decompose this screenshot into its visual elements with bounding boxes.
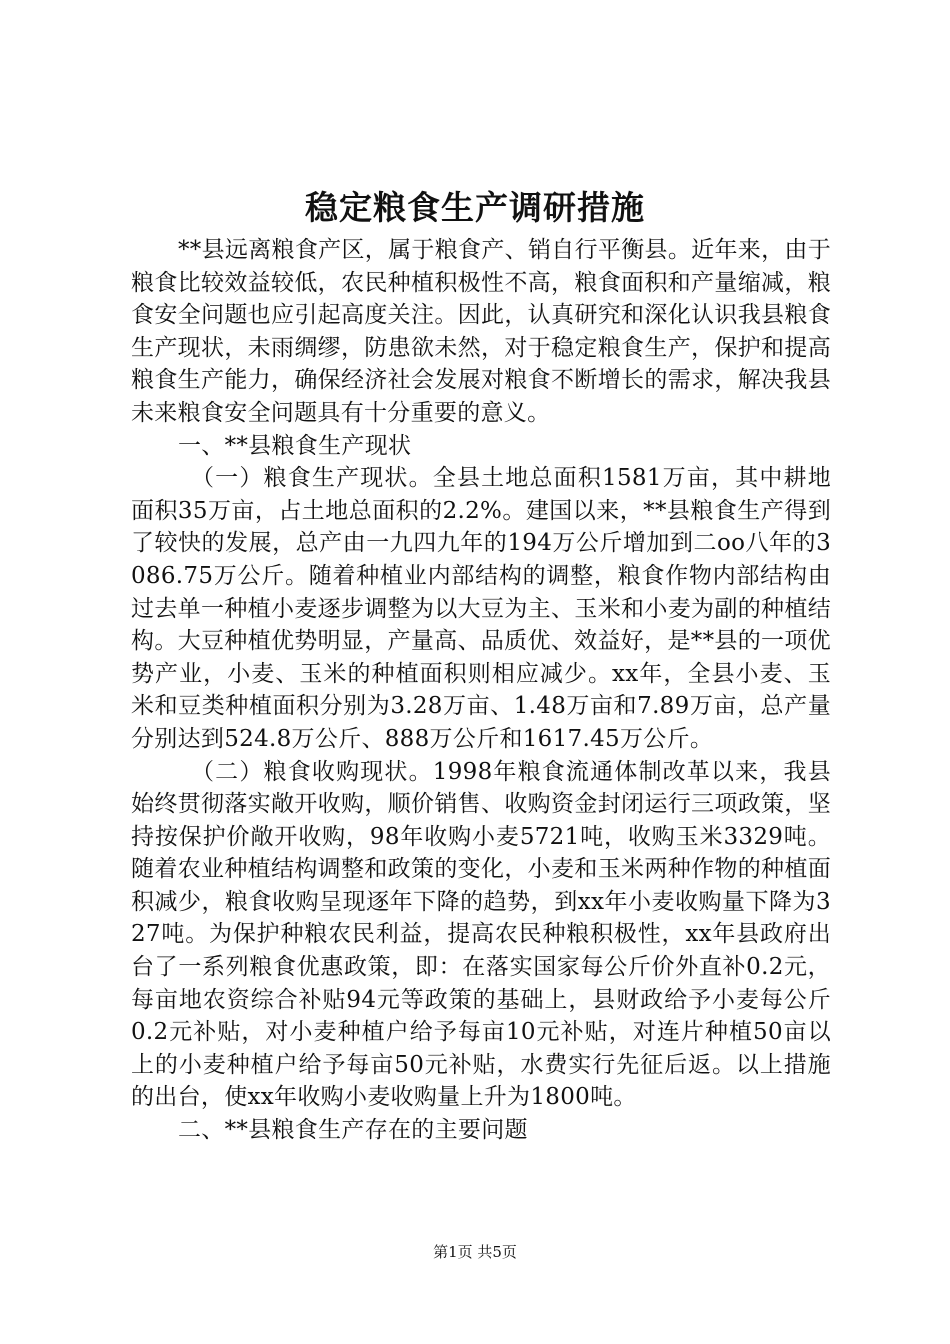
section-heading-2: 二、**县粮食生产存在的主要问题: [178, 1117, 528, 1144]
subsection-paragraph-2: （二）粮食收购现状。1998年粮食流通体制改革以来，我县始终贯彻落实敞开收购，顺价销售、收购资金封闭运行三项政策，坚持按保护价敞开收购，98年收购小麦5721吨，收购玉米3329吨。随着农业种植结构调整和政策的变化，小麦和玉米两种作物的种植面积减少，粮食收购呈现逐年下降的趋势，到xx年小麦收购量下降为327吨。为保护种粮农民利益，提高农民种粮积极性，xx年县政府出台了一系列粮食优惠政策，即：在落实国家每公斤价外直补0.2元，每亩地农资综合补贴94元等政策的基础上，县财政给予小麦每公斤0.2元补贴，对小麦种植户给予每亩10元补贴，对连片种植50亩以上的小麦种植户给予每亩50元补贴，水费实行先征后返。以上措施的出台，使xx年收购小麦收购量上升为1800吨。: [131, 758, 831, 1111]
section-heading-1: 一、**县粮食生产现状: [178, 432, 412, 459]
document-title: 稳定粮食生产调研措施: [305, 188, 645, 227]
intro-paragraph: **县远离粮食产区，属于粮食产、销自行平衡县。近年来，由于粮食比较效益较低，农民种植积极性不高，粮食面积和产量缩减，粮食安全问题也应引起高度关注。因此，认真研究和深化认识我县粮食生产现状，未雨绸缪，防患欲未然，对于稳定粮食生产，保护和提高粮食生产能力，确保经济社会发展对粮食不断增长的需求，解决我县未来粮食安全问题具有十分重要的意义。: [131, 237, 831, 426]
page-number-footer: 第1页 共5页: [433, 1243, 517, 1261]
document-body: [131, 234, 831, 1147]
subsection-paragraph-1: （一）粮食生产现状。全县土地总面积1581万亩，其中耕地面积35万亩，占土地总面积的2.2%。建国以来，**县粮食生产得到了较快的发展，总产由一九四九年的194万公斤增加到二oo八年的3086.75万公斤。随着种植业内部结构的调整，粮食作物内部结构由过去单一种植小麦逐步调整为以大豆为主、玉米和小麦为副的种植结构。大豆种植优势明显，产量高、品质优、效益好，是**县的一项优势产业，小麦、玉米的种植面积则相应减少。xx年，全县小麦、玉米和豆类种植面积分别为3.28万亩、1.48万亩和7.89万亩，总产量分别达到524.8万公斤、888万公斤和1617.45万公斤。: [131, 465, 831, 752]
